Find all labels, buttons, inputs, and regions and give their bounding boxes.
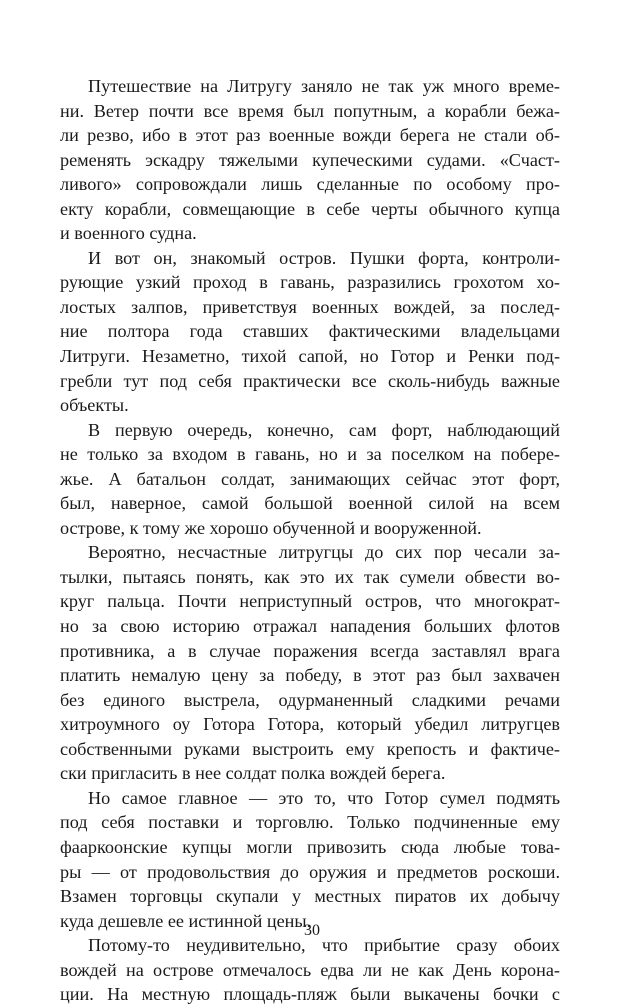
text-line: платить немалую цену за победу, в этот раз был захвачен xyxy=(60,665,560,686)
text-line: без единого выстрела, одурманенный сладкими речами xyxy=(60,689,560,710)
text-line: жье. А батальон солдат, занимающих сейчас этот форт, xyxy=(60,468,560,489)
text-line: противника, а в случае поражения всегда заставлял врага xyxy=(60,640,560,661)
text-line: и военного судна. xyxy=(60,223,197,244)
text-line: В первую очередь, конечно, сам форт, наблюдающий xyxy=(88,419,560,440)
text-line: острове, к тому же хорошо обученной и вооруженной. xyxy=(60,517,482,538)
text-line: Путешествие на Литругу заняло не так уж много време- xyxy=(88,76,560,96)
text-line: рующие узкий проход в гавань, разразились грохотом хо- xyxy=(60,272,560,293)
text-line: Но самое главное — это то, что Готор сумел подмять xyxy=(88,787,560,808)
text-line: Литруги. Незаметно, тихой сапой, но Готор и Ренки под- xyxy=(60,346,560,367)
text-line: И вот он, знакомый остров. Пушки форта, контроли- xyxy=(88,247,560,268)
text-line: Потому-то неудивительно, что прибытие сразу обоих xyxy=(88,935,560,956)
text-line: фааркоонские купцы могли привозить сюда любые това- xyxy=(60,836,560,857)
text-line: лостых залпов, приветствуя военных вождей, за послед- xyxy=(60,296,560,317)
text-line: под себя поставки и торговлю. Только подчиненные ему xyxy=(60,812,560,833)
text-line: объекты. xyxy=(60,395,129,416)
text-line: был, наверное, самой большой военной силой на всем xyxy=(60,493,560,514)
text-line: круг пальца. Почти неприступный остров, что многократ- xyxy=(60,591,560,612)
text-line: Взамен торговцы скупали у местных пиратов их добычу xyxy=(60,886,560,907)
text-line: хитроумного оу Готора Готора, который убедил литругцев xyxy=(60,714,560,735)
text-line: вождей на острове отмечалось едва ли не как День корона- xyxy=(60,959,560,980)
text-line: гребли тут под себя практически все сколь-нибудь важные xyxy=(60,370,560,391)
text-line: ние полтора года ставших фактическими владельцами xyxy=(60,321,560,342)
text-line: куда дешевле ее истинной цены. xyxy=(60,910,312,931)
text-line: ции. На местную площадь-пляж были выкачены бочки с xyxy=(60,984,560,1005)
text-line: собственными руками выстроить ему крепость и фактиче- xyxy=(60,738,560,759)
text-line: ни. Ветер почти все время был попутным, а корабли бежа- xyxy=(60,100,560,121)
text-line: ски пригласить в нее солдат полка вождей берега. xyxy=(60,763,446,784)
text-line: но за свою историю отражал нападения больших флотов xyxy=(60,616,560,637)
text-line: ры — от продовольствия до оружия и предметов роскоши. xyxy=(60,861,560,882)
text-line: ременять эскадру тяжелыми купеческими судами. «Счаст- xyxy=(60,149,560,170)
text-line: екту корабли, совмещающие в себе черты обычного купца xyxy=(60,198,560,219)
text-line: тылки, пытаясь понять, как это их так сумели обвести во- xyxy=(60,566,560,587)
text-line: ливого» сопровождали лишь сделанные по особому про- xyxy=(60,174,560,195)
page-number: 30 xyxy=(304,922,320,939)
body-text xyxy=(60,74,560,1007)
text-line: ли резво, ибо в этот раз военные вожди берега не стали об- xyxy=(60,125,560,146)
text-line: Вероятно, несчастные литругцы до сих пор чесали за- xyxy=(88,542,560,563)
text-line: не только за входом в гавань, но и за поселком на побере- xyxy=(60,444,560,465)
